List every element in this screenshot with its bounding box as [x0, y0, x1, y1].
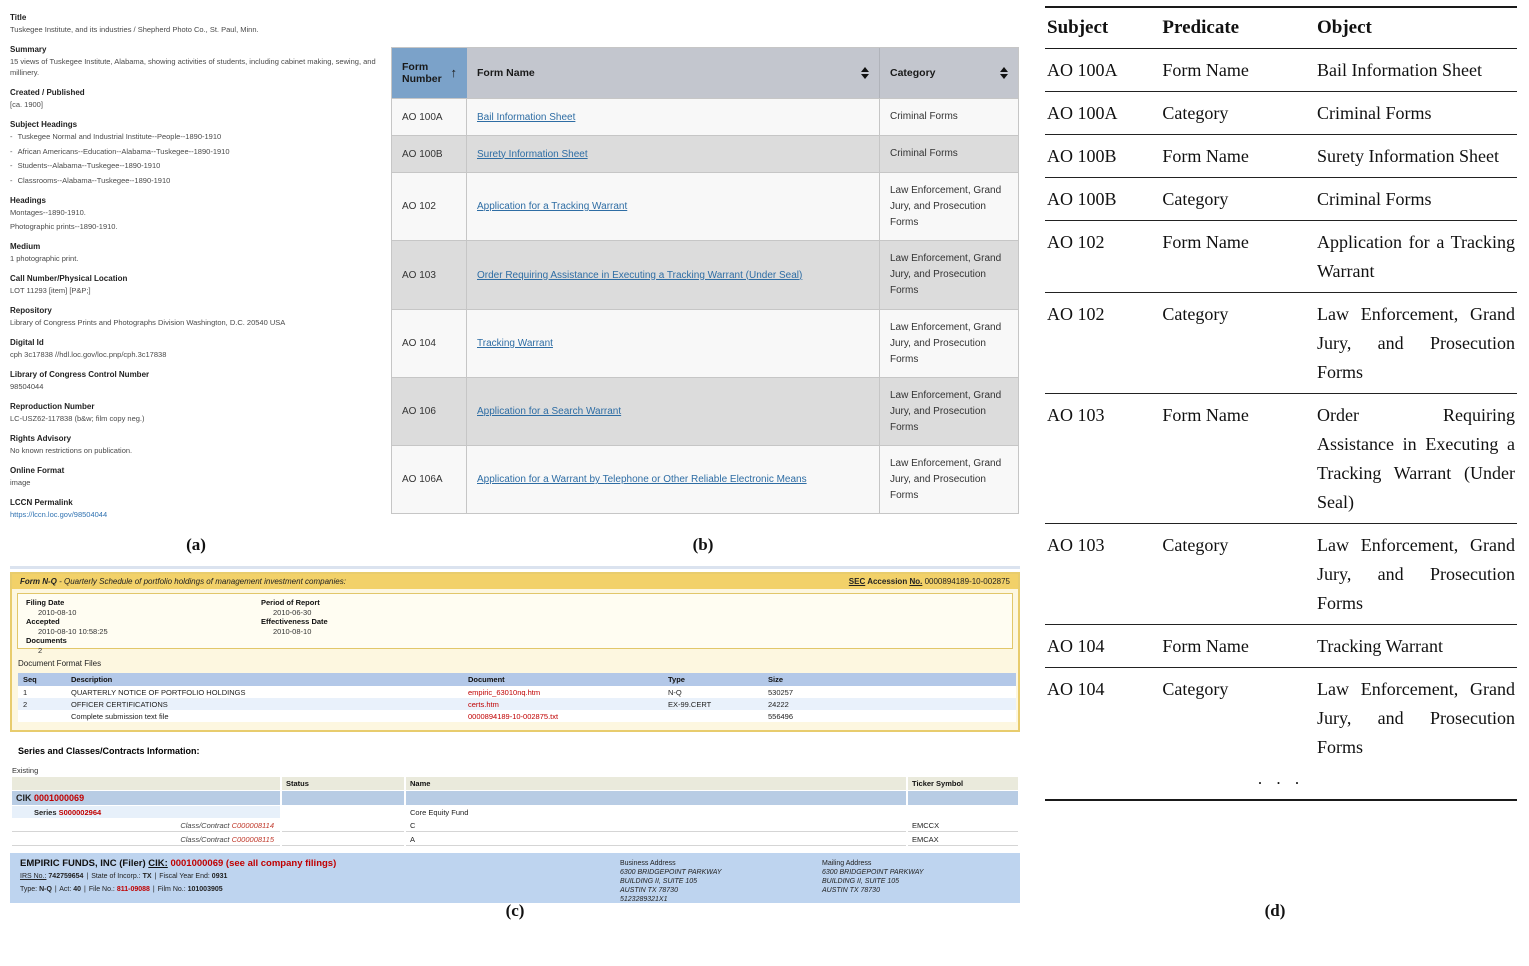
filing-metadata-box [17, 593, 1013, 655]
category-cell: Criminal Forms [890, 111, 958, 122]
sort-icon[interactable] [861, 67, 869, 79]
form-number-cell: AO 100A [392, 99, 467, 135]
column-header-category[interactable] [880, 48, 1018, 98]
form-name-link[interactable]: Tracking Warrant [477, 338, 553, 349]
field-value: Tuskegee Institute, and its industries / Shepherd Photo Co., St. Paul, Minn. [10, 25, 259, 34]
accepted-value: 2010-08-10 10:58:25 [38, 626, 108, 636]
documents-label: Documents [26, 636, 67, 645]
field-value: Library of Congress Prints and Photographs Division Washington, D.C. 20540 USA [10, 318, 286, 327]
filer-meta-line-2: Type: N-Q | Act: 40 | File No.: 811-09088 | Film No.: 101003905 [20, 885, 223, 893]
field-label: Headings [10, 195, 47, 205]
filing-title-bar [12, 574, 1018, 589]
accession-value: 0000894189-10-002875 [924, 577, 1010, 586]
ticker-symbol: EMCCX [908, 819, 1018, 832]
field-value: No known restrictions on publication. [10, 446, 133, 455]
doc-file-row: 1 QUARTERLY NOTICE OF PORTFOLIO HOLDINGS empiric_63010nq.htm N-Q 530257 [23, 687, 794, 697]
form-name-link[interactable]: Bail Information Sheet [477, 111, 576, 123]
table-row [392, 135, 1018, 172]
series-link[interactable]: S000002964 [58, 807, 102, 817]
form-name-link[interactable]: Application for a Search Warrant [477, 406, 622, 417]
triple-row: AO 100A Form Name Bail Information Sheet [1047, 59, 1482, 80]
divider [10, 566, 1020, 569]
triple-row: AO 104 Category Law Enforcement, Grand Jury, and Prosecution Forms [1045, 668, 1517, 769]
table-row [392, 445, 1018, 513]
table-row [392, 309, 1018, 377]
caption-a: (a) [186, 535, 206, 554]
field-label: Reproduction Number [10, 402, 95, 411]
doc-file-row: Complete submission text file 0000894189-10-002875.txt 556496 [71, 711, 794, 721]
field-label: Digital Id [10, 338, 44, 347]
column-label: Form Number [402, 61, 442, 85]
document-link[interactable]: 0000894189-10-002875.txt [468, 711, 559, 721]
form-title [20, 577, 346, 586]
panel-triples-table [1045, 6, 1517, 801]
class-contract-link[interactable]: C000008115 [231, 834, 274, 844]
triple-row: AO 102 Form Name Application for a Tracking Warrant [1045, 221, 1517, 293]
triple-row: AO 100B Form Name Surety Information Sheet [1045, 135, 1517, 178]
subject-heading-item: - Students--Alabama--Tuskegee--1890-1910 [10, 160, 392, 171]
column-label: Category [890, 67, 936, 79]
ellipsis-row [1045, 768, 1517, 800]
series-section-title: Series and Classes/Contracts Information: [18, 746, 200, 756]
table-row [392, 240, 1018, 309]
document-files-table [18, 673, 1016, 722]
accepted-label: Accepted [26, 617, 60, 626]
subject-heading-item: - Classrooms--Alabama--Tuskegee--1890-1910 [10, 175, 392, 186]
documents-value: 2 [38, 645, 43, 655]
series-row [12, 806, 1018, 818]
ticker-symbol: EMCAX [908, 833, 1018, 846]
panel-loc-metadata [10, 12, 392, 529]
subject-heading-item: - African Americans--Education--Alabama--Tuskegee--1890-1910 [10, 146, 392, 157]
filer-name: EMPIRIC FUNDS, INC (Filer) [20, 858, 146, 869]
form-number-cell: AO 106 [392, 378, 467, 445]
period-value: 2010-06-30 [273, 607, 312, 617]
category-cell: Law Enforcement, Grand Jury, and Prosecution Forms [890, 389, 1002, 433]
metadata-field-headings [10, 195, 392, 233]
field-label: Subject Headings [10, 120, 78, 129]
form-name-link[interactable]: Order Requiring Assistance in Executing a Tracking Warrant (Under Seal) [477, 269, 803, 281]
metadata-field-lccn [10, 369, 392, 392]
triple-row: AO 102 Category Law Enforcement, Grand Jury, and Prosecution Forms [1045, 293, 1517, 394]
panel-sec-edgar [10, 566, 1020, 903]
field-value: Montages--1890-1910. [10, 207, 86, 217]
column-header-form-number[interactable] [392, 48, 467, 98]
caption-b: (b) [692, 535, 714, 554]
field-value: 1 photographic print. [10, 254, 79, 263]
metadata-field-subject-headings [10, 119, 392, 186]
metadata-field-created [10, 87, 392, 110]
doc-file-row: 2 OFFICER CERTIFICATIONS certs.htm EX-99.CERT 24222 [18, 698, 1016, 710]
column-header-form-name[interactable] [467, 48, 880, 98]
doc-table-header: Seq Description Document Type Size [18, 673, 1016, 686]
document-link[interactable]: empiric_63010nq.htm [468, 687, 541, 697]
class-name: A [406, 833, 906, 846]
metadata-field-medium [10, 241, 392, 264]
filing-summary-box [10, 572, 1020, 732]
field-value: Photographic prints--1890-1910. [10, 222, 118, 231]
subject-heading-item: - Tuskegee Normal and Industrial Institute--People--1890-1910 [10, 131, 392, 142]
field-label: Online Format [10, 466, 65, 475]
form-number-cell: AO 106A [392, 446, 467, 513]
field-value: cph 3c17838 //hdl.loc.gov/loc.pnp/cph.3c17838 [10, 350, 167, 359]
form-number-cell: AO 104 [392, 310, 467, 377]
category-cell: Law Enforcement, Grand Jury, and Prosecution Forms [890, 184, 1002, 228]
cik-row [12, 791, 1018, 805]
table-row [392, 98, 1018, 135]
category-cell: Law Enforcement, Grand Jury, and Prosecution Forms [890, 321, 1002, 365]
triple-row: AO 100B Category Criminal Forms [1045, 178, 1517, 221]
class-name: C [406, 819, 906, 832]
business-address: Business Address 6300 BRIDGEPOINT PARKWAY BUILDING II, SUITE 105 AUSTIN TX 78730 5123289321X1 [620, 860, 722, 903]
form-number-cell: AO 102 [392, 173, 467, 240]
class-contract-label: Class/Contract [180, 834, 230, 844]
metadata-field-reproduction-number [10, 401, 392, 424]
caption-d: (d) [1264, 901, 1286, 920]
field-value: 15 views of Tuskegee Institute, Alabama, showing activities of students, including cabinet making, sewing, and millinery. [10, 57, 376, 77]
table-row [392, 377, 1018, 445]
accession-number: SEC Accession No. 0000894189-10-002875 [848, 577, 1010, 586]
field-value: 98504044 [10, 382, 44, 391]
field-label: Medium [10, 242, 41, 251]
forms-table-header [392, 48, 1018, 98]
file-number-link[interactable]: 811-09088 [116, 885, 150, 893]
existing-label: Existing [12, 766, 39, 775]
field-label: Call Number/Physical Location [10, 274, 128, 283]
category-cell: Criminal Forms [890, 148, 958, 159]
ellipsis: . . . [1257, 769, 1305, 788]
filer-meta-line-1: IRS No.: 742759654 | State of Incorp.: TX | Fiscal Year End: 0931 [20, 873, 228, 880]
form-name-link[interactable]: Application for a Tracking Warrant [477, 201, 628, 212]
triple-row: AO 103 Category Law Enforcement, Grand Jury, and Prosecution Forms [1045, 524, 1517, 625]
category-cell: Law Enforcement, Grand Jury, and Prosecution Forms [890, 253, 1002, 296]
form-type-label: Form N-Q [20, 577, 57, 586]
metadata-field-rights [10, 433, 392, 456]
lccn-permalink-link[interactable]: https://lccn.loc.gov/98504044 [10, 510, 108, 519]
form-name-link[interactable]: Surety Information Sheet [477, 148, 588, 160]
mailing-address: Mailing Address 6300 BRIDGEPOINT PARKWAY BUILDING II, SUITE 105 AUSTIN TX 78730 [822, 860, 924, 894]
cik-abbr: CIK: [148, 858, 168, 869]
document-format-files-title: Document Format Files [18, 659, 102, 668]
field-value: LC-USZ62-117838 (b&w; film copy neg.) [10, 414, 145, 423]
triple-row: AO 100A Category Criminal Forms [1045, 92, 1517, 135]
cik-label: CIK [16, 793, 32, 803]
triples-header: Subject Predicate Object [1045, 7, 1517, 49]
address-label: Mailing Address [822, 860, 872, 867]
series-table-header: Status Name Ticker Symbol [12, 777, 1018, 790]
sort-icon[interactable] [1000, 67, 1008, 79]
metadata-field-call-number [10, 273, 392, 296]
filing-date-value: 2010-08-10 [38, 607, 77, 617]
sort-ascending-icon[interactable]: ↑ [450, 65, 457, 80]
metadata-field-summary [10, 44, 392, 78]
field-label: Library of Congress Control Number [10, 370, 150, 379]
filer-cik-link[interactable]: 0001000069 (see all company filings) [170, 858, 337, 869]
class-contract-row [12, 819, 1018, 832]
series-name: Core Equity Fund [410, 807, 469, 817]
filer-info-box [10, 853, 1020, 903]
triple-row: AO 104 Form Name Tracking Warrant [1045, 625, 1517, 668]
metadata-field-title [10, 12, 392, 35]
field-label: Repository [10, 306, 52, 315]
form-description: - Quarterly Schedule of portfolio holdings of management investment companies: [56, 577, 346, 586]
column-label: Form Name [477, 67, 535, 79]
category-cell: Law Enforcement, Grand Jury, and Prosecution Forms [890, 457, 1002, 501]
metadata-field-permalink [10, 497, 392, 520]
triple-row: AO 103 Form Name Order Requiring Assistance in Executing a Tracking Warrant (Under Seal) [1045, 394, 1517, 524]
series-classes-table [10, 776, 1020, 847]
table-row [392, 172, 1018, 240]
metadata-field-digital-id [10, 337, 392, 360]
metadata-field-online-format [10, 465, 392, 488]
effectiveness-label: Effectiveness Date [261, 617, 328, 626]
field-value: LOT 11293 [item] [P&P;] [10, 286, 91, 295]
filing-date-label: Filing Date [26, 598, 65, 607]
series-label: Series [34, 807, 57, 817]
field-label: Created / Published [10, 88, 85, 97]
cik-link[interactable]: 0001000069 [34, 793, 85, 803]
caption-c: (c) [505, 901, 525, 920]
form-number-cell: AO 103 [392, 241, 467, 309]
class-contract-label: Class/Contract [180, 820, 230, 830]
class-contract-link[interactable]: C000008114 [231, 820, 274, 830]
field-label: Rights Advisory [10, 434, 72, 443]
metadata-field-repository [10, 305, 392, 328]
period-label: Period of Report [261, 598, 320, 607]
effectiveness-value: 2010-08-10 [273, 626, 312, 636]
address-label: Business Address [620, 860, 676, 867]
form-number-cell: AO 100B [392, 136, 467, 172]
field-value: image [10, 478, 31, 487]
field-label: LCCN Permalink [10, 498, 73, 507]
form-name-link[interactable]: Application for a Warrant by Telephone or Other Reliable Electronic Means [477, 474, 807, 485]
field-value: [ca. 1900] [10, 100, 43, 109]
panel-forms-table [391, 47, 1019, 514]
field-label: Summary [10, 45, 47, 54]
document-link[interactable]: certs.htm [468, 699, 499, 709]
field-label: Title [10, 13, 27, 22]
class-contract-row [12, 833, 1018, 846]
